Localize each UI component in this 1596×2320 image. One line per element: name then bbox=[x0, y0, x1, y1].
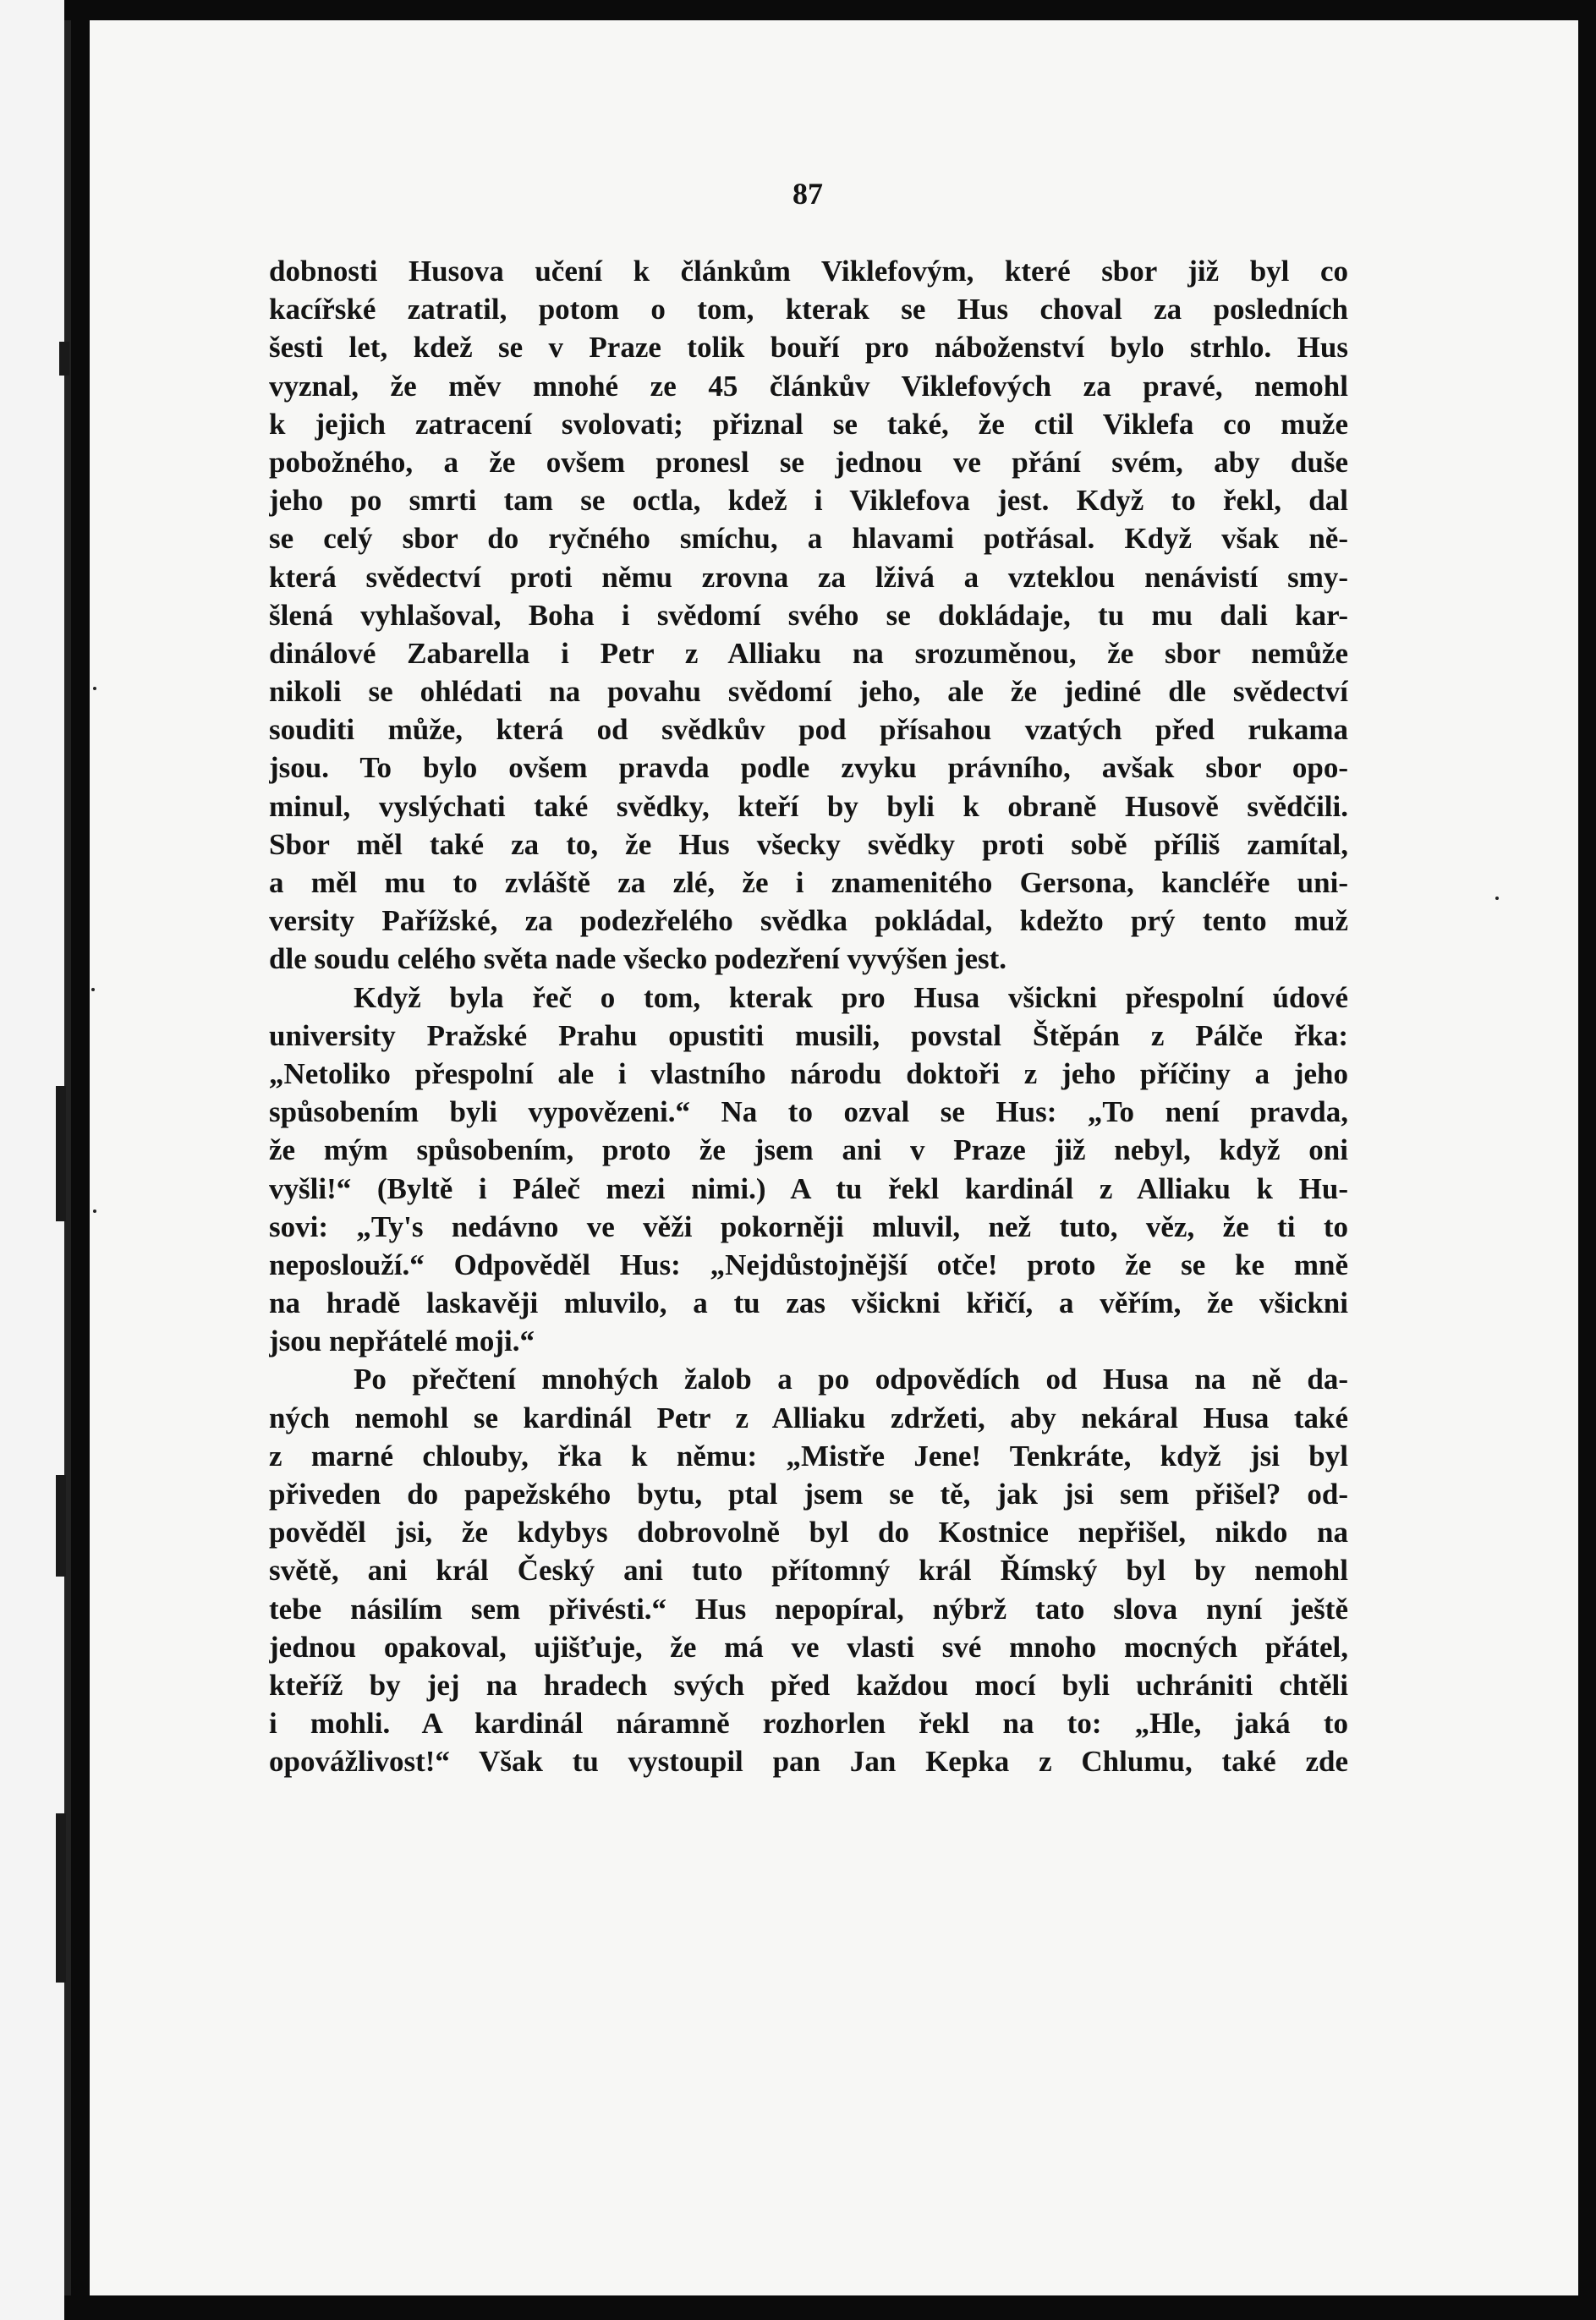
page-number: 87 bbox=[793, 177, 823, 211]
binding-mark bbox=[56, 1813, 66, 1983]
text-line: jsou nepřátelé moji.“ bbox=[269, 1325, 535, 1358]
text-line: jednou opakoval, ujišťuje, že má ve vlasti své mnoho mocných přátel, bbox=[269, 1630, 1348, 1664]
text-line: Po přečtení mnohých žalob a po odpovědích od Husa na ně da- bbox=[354, 1363, 1348, 1396]
scan-speck bbox=[1495, 897, 1499, 900]
text-line: Když byla řeč o tom, kterak pro Husa všickni přespolní údové bbox=[354, 980, 1348, 1014]
text-line: university Pražské Prahu opustiti musili, povstal Štěpán z Pálče řka: bbox=[269, 1018, 1348, 1052]
text-line: ných nemohl se kardinál Petr z Alliaku zdržeti, aby nekáral Husa také bbox=[269, 1401, 1348, 1434]
text-line: se celý sbor do ryčného smíchu, a hlavami potřásal. Když však ně- bbox=[269, 522, 1348, 556]
text-line: versity Pařížské, za podezřelého svědka pokládal, kdežto prý tento muž bbox=[269, 904, 1348, 938]
text-line: a měl mu to zvláště za zlé, že i znamenitého Gersona, kancléře uni- bbox=[269, 866, 1348, 899]
text-line: dobnosti Husova učení k článkům Viklefovým, které sbor již byl co bbox=[269, 255, 1348, 288]
text-line: spůsobením byli vypovězeni.“ Na to ozval se Hus: „To není pravda, bbox=[269, 1095, 1348, 1129]
text-line: vyšli!“ (Byltě i Páleč mezi nimi.) A tu řekl kardinál z Alliaku k Hu- bbox=[269, 1171, 1348, 1205]
text-line: minul, vyslýchati také svědky, kteří by byli k obraně Husově svědčili. bbox=[269, 789, 1348, 823]
scan-speck bbox=[91, 988, 95, 991]
text-line: na hradě laskavěji mluvilo, a tu zas všickni křičí, a věřím, že všickni bbox=[269, 1286, 1348, 1320]
text-line: vyznal, že měv mnohé ze 45 článkův Viklefových za pravé, nemohl bbox=[269, 369, 1348, 403]
text-line: dinálové Zabarella i Petr z Alliaku na srozuměnou, že sbor nemůže bbox=[269, 636, 1348, 670]
text-line: Sbor měl také za to, že Hus všecky svědky proti sobě příliš zamítal, bbox=[269, 827, 1348, 861]
text-line: kteříž by jej na hradech svých před každou mocí byli uchrániti chtěli bbox=[269, 1668, 1348, 1702]
text-line: nikoli se ohlédati na povahu svědomí jeho, ale že jediné dle svědectví bbox=[269, 675, 1348, 709]
text-line: přiveden do papežského bytu, ptal jsem se tě, jak jsi sem přišel? od- bbox=[269, 1478, 1348, 1511]
text-line: šlená vyhlašoval, Boha i svědomí svého se dokládaje, tu mu dali kar- bbox=[269, 598, 1348, 632]
text-line: opovážlivost!“ Však tu vystoupil pan Jan Kepka z Chlumu, také zde bbox=[269, 1745, 1348, 1779]
text-line: „Netoliko přespolní ale i vlastního národu doktoři z jeho příčiny a jeho bbox=[269, 1056, 1348, 1090]
body-text bbox=[269, 252, 1348, 1781]
text-line: jsou. To bylo ovšem pravda podle zvyku právního, avšak sbor opo- bbox=[269, 751, 1348, 785]
text-line: kacířské zatratil, potom o tom, kterak se Hus choval za posledních bbox=[269, 293, 1348, 326]
text-line: i mohli. A kardinál náramně rozhorlen řekl na to: „Hle, jaká to bbox=[269, 1707, 1348, 1741]
text-line: souditi může, která od svědkův pod přísahou vzatých před rukama bbox=[269, 713, 1348, 747]
text-line: z marné chlouby, řka k němu: „Mistře Jene! Tenkráte, když jsi byl bbox=[269, 1439, 1348, 1473]
text-line: k jejich zatracení svolovati; přiznal se také, že ctil Viklefa co muže bbox=[269, 407, 1348, 441]
binding-mark bbox=[59, 342, 69, 376]
scan-speck bbox=[93, 687, 96, 690]
previous-page-edge bbox=[0, 0, 64, 2320]
text-line: pobožného, a že ovšem pronesl se jednou ve přání svém, aby duše bbox=[269, 445, 1348, 479]
binding-mark bbox=[56, 1475, 66, 1577]
text-line: že mým spůsobením, proto že jsem ani v Praze již nebyl, když oni bbox=[269, 1133, 1348, 1167]
text-line: dle soudu celého světa nade všecko podezření vyvýšen jest. bbox=[269, 942, 1007, 976]
text-line: tebe násilím sem přivésti.“ Hus nepopíral, nýbrž tato slova nyní ještě bbox=[269, 1592, 1348, 1626]
binding-mark bbox=[56, 1086, 66, 1221]
text-line: pověděl jsi, že kdybys dobrovolně byl do Kostnice nepřišel, nikdo na bbox=[269, 1516, 1348, 1549]
text-line: která svědectví proti němu zrovna za lživá a vzteklou nenávistí smy- bbox=[269, 560, 1348, 594]
text-line: neposlouží.“ Odpověděl Hus: „Nejdůstojnější otče! proto že se ke mně bbox=[269, 1248, 1348, 1281]
text-line: světě, ani král Český ani tuto přítomný král Římský byl by nemohl bbox=[269, 1554, 1348, 1588]
text-line: jeho po smrti tam se octla, kdež i Viklefova jest. Když to řekl, dal bbox=[269, 484, 1348, 518]
scan-speck bbox=[93, 1209, 96, 1213]
text-line: šesti let, kdež se v Praze tolik bouří pro náboženství bylo strhlo. Hus bbox=[269, 331, 1348, 365]
text-line: sovi: „Ty's nedávno ve věži pokorněji mluvil, než tuto, věz, že ti to bbox=[269, 1209, 1348, 1243]
